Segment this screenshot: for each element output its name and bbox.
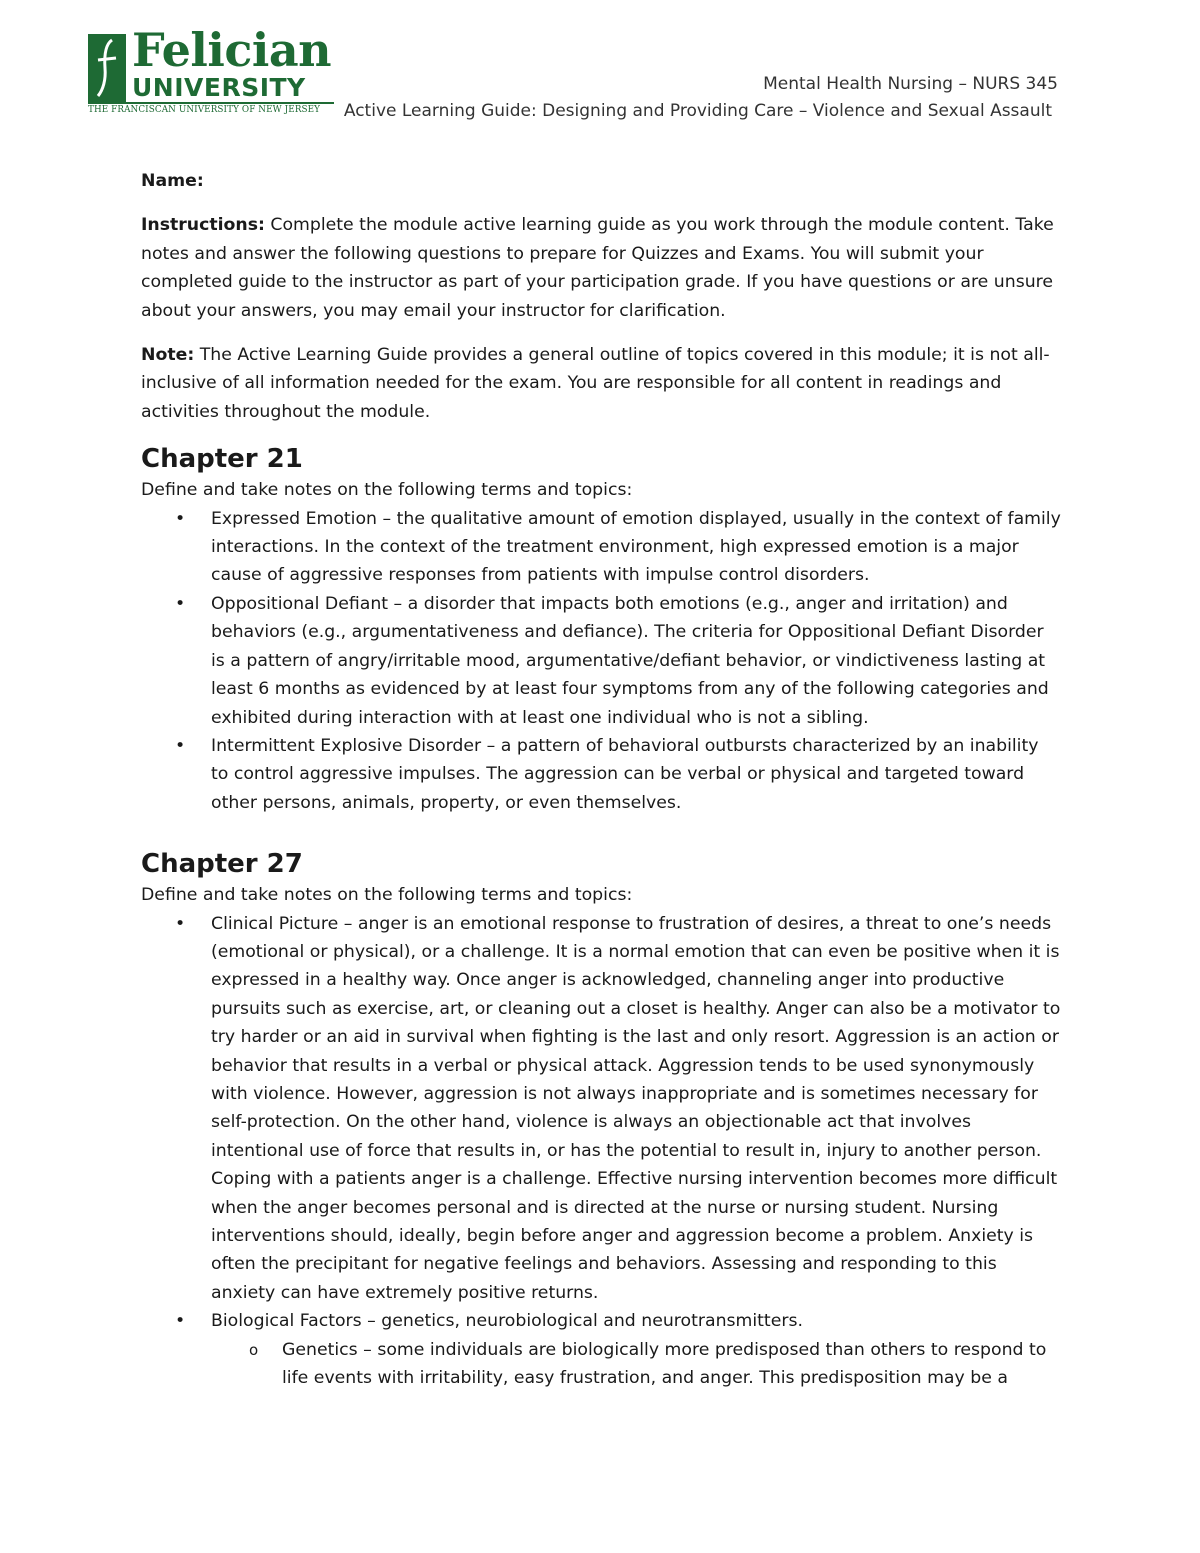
bullet-icon: • — [175, 1311, 186, 1332]
chapter-27-heading: Chapter 27 — [141, 849, 303, 880]
list-item-text: Oppositional Defiant – a disorder that impacts both emotions (e.g., anger and irritation) and behaviors (e.g., argumentativeness and defiance). The criteria for Oppositional Defiant Disorder is a pattern of angry/irritable mood, argumentative/defiant behavior, or vindictiveness lasting at least 6 months as evidenced by at least four symptoms from any of the following categories and exhibited during interaction with at least one individual who is not a sibling. — [211, 593, 1049, 728]
header-course: Mental Health Nursing – NURS 345 — [763, 74, 1058, 94]
logo-university: UNIVERSITY — [132, 73, 306, 102]
name-field — [141, 167, 1061, 195]
university-logo — [88, 23, 338, 122]
document-body — [141, 167, 1061, 1392]
chapter-27-list — [141, 910, 1061, 1393]
header-title: Active Learning Guide: Designing and Providing Care – Violence and Sexual Assault — [343, 101, 1052, 121]
chapter-27-intro: Define and take notes on the following terms and topics: — [141, 885, 633, 906]
bullet-icon: • — [175, 913, 186, 934]
logo-emblem-icon — [88, 34, 126, 102]
list-item — [141, 732, 1061, 817]
logo-name: Felician — [132, 23, 332, 77]
logo-tagline: THE FRANCISCAN UNIVERSITY OF NEW JERSEY — [88, 105, 321, 115]
instructions-text: Complete the module active learning guide as you work through the module content. Take notes and answer the following questions to prepare for Quizzes and Exams. You will submit your completed guide to the instructor as part of your participation grade. If you have questions or are unsure about your answers, you may email your instructor for clarification. — [141, 215, 1054, 321]
chapter-21-list — [141, 505, 1061, 817]
note-text: The Active Learning Guide provides a general outline of topics covered in this module; it is not all-inclusive of all information needed for the exam. You are responsible for all content in readings and activities throughout the module. — [141, 345, 1050, 422]
sub-bullet-icon: o — [249, 1340, 259, 1359]
note-paragraph — [141, 341, 1061, 426]
list-item-text: Biological Factors – genetics, neurobiological and neurotransmitters. — [211, 1311, 803, 1332]
name-label: Name: — [141, 171, 204, 191]
chapter-21-intro: Define and take notes on the following terms and topics: — [141, 480, 633, 501]
bullet-icon: • — [175, 735, 186, 756]
list-item — [141, 910, 1061, 1308]
list-item — [141, 1307, 1061, 1335]
list-item-text: Clinical Picture – anger is an emotional response to frustration of desires, a threat to one’s needs (emotional or physical), or a challenge. It is a normal emotion that can even be positive when it is expressed in a healthy way. Once anger is acknowledged, channeling anger into productive pursuits such as exercise, art, or cleaning out a closet is healthy. Anger can also be a motivator to try harder or an aid in survival when fighting is the last and only resort. Aggression is an action or behavior that results in a verbal or physical attack. Aggression tends to be used synonymously with violence. However, aggression is not always inappropriate and is sometimes necessary for self-protection. On the other hand, violence is always an objectionable act that involves intentional use of force that results in, or has the potential to result in, injury to another person. Coping with a patients anger is a challenge. Effective nursing intervention becomes more difficult when the anger becomes personal and is directed at the nurse or nursing student. Nursing interventions should, ideally, begin before anger and aggression become a problem. Anxiety is often the precipitant for negative feelings and behaviors. Assessing and responding to this anxiety can have extremely positive returns. — [211, 913, 1061, 1303]
note-label: Note: — [141, 345, 195, 366]
instructions-paragraph — [141, 211, 1061, 325]
list-item-text: Expressed Emotion – the qualitative amount of emotion displayed, usually in the context of family interactions. In the context of the treatment environment, high expressed emotion is a major cause of aggressive responses from patients with impulse control disorders. — [211, 508, 1061, 586]
instructions-label: Instructions: — [141, 215, 265, 236]
bullet-icon: • — [175, 593, 186, 614]
chapter-21-heading: Chapter 21 — [141, 444, 303, 475]
sub-list-item-text: Genetics – some individuals are biologically more predisposed than others to respond to life events with irritability, easy frustration, and anger. This predisposition may be a — [282, 1339, 1047, 1389]
logo-divider — [88, 102, 334, 104]
bullet-icon: • — [175, 508, 186, 529]
list-item — [141, 590, 1061, 732]
sub-list-item — [141, 1336, 1061, 1393]
list-item-text: Intermittent Explosive Disorder – a pattern of behavioral outbursts characterized by an inability to control aggressive impulses. The aggression can be verbal or physical and targeted toward other persons, animals, property, or even themselves. — [211, 735, 1039, 813]
list-item — [141, 505, 1061, 590]
